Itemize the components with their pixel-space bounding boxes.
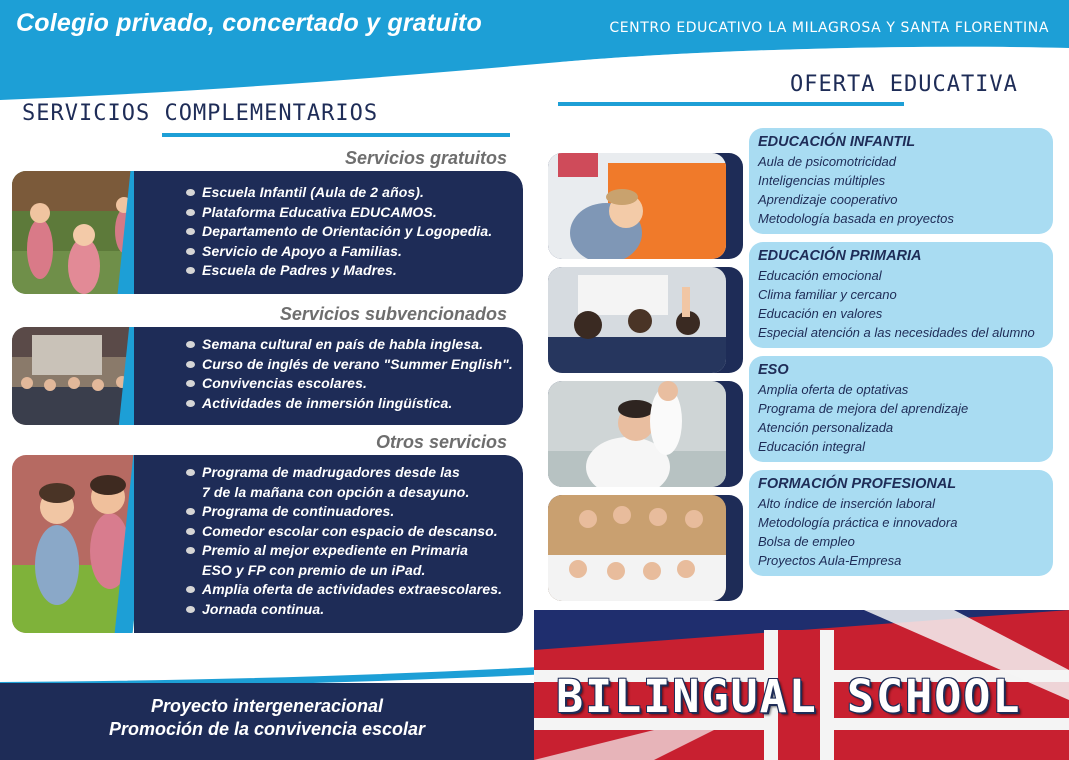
list-item: Metodología basada en proyectos: [758, 211, 954, 226]
list-item: Escuela de Padres y Madres.: [186, 261, 523, 281]
services-subsidized-panel: [12, 327, 523, 425]
list-item: Departamento de Orientación y Logopedia.: [186, 222, 523, 242]
services-free-panel: [12, 171, 523, 294]
header-title: Colegio privado, concertado y gratuito: [16, 9, 482, 37]
vocational-group-photo: [548, 495, 726, 601]
list-item: Aprendizaje cooperativo: [758, 192, 898, 207]
list-item: Plataforma Educativa EDUCAMOS.: [186, 203, 523, 223]
offer-level-name: ESO: [758, 362, 789, 378]
footer-line-1: Proyecto intergeneracional: [150, 696, 384, 716]
services-title-underline: [162, 133, 510, 137]
list-item: Convivencias escolares.: [186, 374, 523, 394]
list-item: Atención personalizada: [758, 420, 894, 435]
group-heading-other: Otros servicios: [375, 432, 507, 452]
list-item: Programa de mejora del aprendizaje: [758, 401, 969, 416]
list-item: Inteligencias múltiples: [758, 173, 886, 188]
services-title: SERVICIOS COMPLEMENTARIOS: [22, 101, 379, 126]
other-services-list: [186, 455, 523, 619]
list-item: Metodología práctica e innovadora: [758, 515, 958, 530]
lab-class-photo: [548, 381, 726, 487]
infant-class-photo: [548, 153, 726, 259]
group-heading-free: Servicios gratuitos: [344, 148, 507, 168]
list-item: Comedor escolar con espacio de descanso.: [186, 522, 523, 542]
list-item: Amplia oferta de actividades extraescolares.: [186, 580, 523, 600]
list-item: Amplia oferta de optativas: [758, 382, 909, 397]
list-item: Semana cultural en país de habla inglesa.: [186, 335, 523, 355]
offer-level-name: FORMACIÓN PROFESIONAL: [758, 476, 957, 492]
bilingual-school-banner: BILINGUAL SCHOOL: [556, 670, 1022, 723]
offer-level-name: EDUCACIÓN PRIMARIA: [758, 248, 922, 264]
list-item: Clima familiar y cercano: [758, 287, 897, 302]
list-item: Bolsa de empleo: [758, 534, 855, 549]
footer-line-2: Promoción de la convivencia escolar: [108, 719, 426, 739]
offer-card-infant: [749, 128, 1053, 234]
list-item: Jornada continua.: [186, 600, 523, 620]
offer-card-primary: [749, 242, 1053, 348]
list-item: Programa de continuadores.: [186, 502, 523, 522]
offer-card-vocational: [749, 470, 1053, 576]
list-item: Educación integral: [758, 439, 865, 454]
subsidized-services-list: [186, 327, 523, 413]
primary-class-photo: [548, 267, 726, 373]
list-item: Servicio de Apoyo a Familias.: [186, 242, 523, 262]
list-item: Actividades de inmersión lingüística.: [186, 394, 523, 414]
group-heading-subsidized: Servicios subvencionados: [279, 304, 507, 324]
offer-level-name: EDUCACIÓN INFANTIL: [758, 134, 916, 150]
list-item: Especial atención a las necesidades del alumno: [758, 325, 1035, 340]
list-item: Proyectos Aula-Empresa: [758, 553, 902, 568]
list-item: Premio al mejor expediente en Primaria ESO y FP con premio de un iPad.: [186, 541, 523, 580]
list-item: Aula de psicomotricidad: [758, 154, 897, 169]
list-item: Educación emocional: [758, 268, 882, 283]
offer-title-underline: [558, 102, 904, 106]
list-item: Alto índice de inserción laboral: [758, 496, 936, 511]
offer-title: OFERTA EDUCATIVA: [790, 72, 1018, 97]
list-item: Curso de inglés de verano "Summer English".: [186, 355, 523, 375]
list-item: Programa de madrugadores desde las 7 de la mañana con opción a desayuno.: [186, 463, 523, 502]
list-item: Escuela Infantil (Aula de 2 años).: [186, 183, 523, 203]
free-services-list: [186, 171, 523, 281]
school-name: CENTRO EDUCATIVO LA MILAGROSA Y SANTA FLORENTINA: [609, 20, 1049, 36]
offer-card-eso: [749, 356, 1053, 462]
list-item: Educación en valores: [758, 306, 883, 321]
